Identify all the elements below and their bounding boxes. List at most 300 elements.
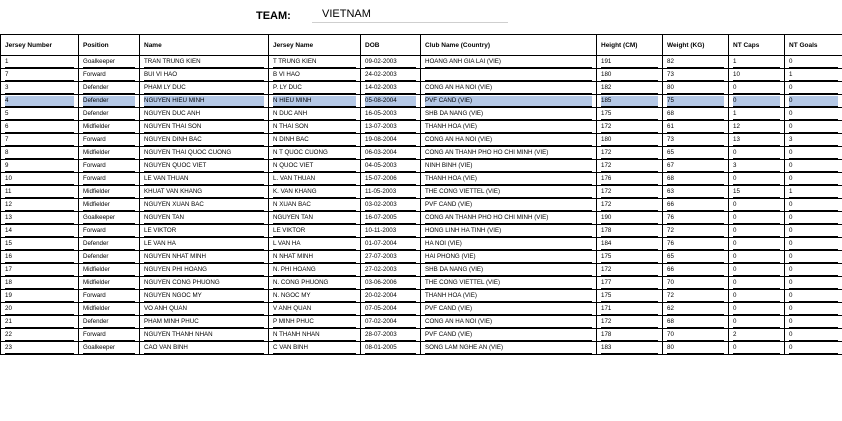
cell-jersey-number[interactable] — [1, 277, 79, 290]
cell-weight[interactable] — [663, 173, 729, 186]
cell-nt-caps[interactable] — [729, 147, 785, 160]
cell-club-name[interactable] — [421, 199, 597, 212]
cell-value: Forward — [83, 226, 135, 237]
cell-nt-goals[interactable] — [785, 121, 842, 134]
cell-club-name[interactable] — [421, 147, 597, 160]
cell-position[interactable] — [79, 69, 140, 82]
cell-jersey-name[interactable] — [269, 251, 361, 264]
cell-name[interactable] — [140, 238, 269, 251]
cell-club-name[interactable] — [421, 186, 597, 199]
cell-club-name[interactable] — [421, 277, 597, 290]
cell-value: 0 — [789, 148, 838, 159]
cell-nt-goals[interactable] — [785, 238, 842, 251]
cell-height[interactable] — [597, 199, 663, 212]
cell-weight[interactable] — [663, 303, 729, 316]
cell-value: Defender — [83, 317, 135, 328]
cell-jersey-name[interactable] — [269, 186, 361, 199]
cell-height[interactable] — [597, 69, 663, 82]
column-header-jersey-name[interactable]: Jersey Name — [269, 35, 361, 56]
cell-dob[interactable] — [361, 303, 421, 316]
cell-dob[interactable] — [361, 186, 421, 199]
cell-position[interactable] — [79, 160, 140, 173]
cell-value: THANH HOA (VIE) — [425, 174, 592, 185]
cell-club-name[interactable] — [421, 316, 597, 329]
cell-height[interactable] — [597, 121, 663, 134]
cell-name[interactable] — [140, 303, 269, 316]
cell-dob[interactable] — [361, 147, 421, 160]
cell-weight[interactable] — [663, 290, 729, 303]
cell-position[interactable] — [79, 108, 140, 121]
cell-jersey-number[interactable] — [1, 303, 79, 316]
cell-club-name[interactable] — [421, 303, 597, 316]
cell-value: 0 — [789, 304, 838, 315]
cell-jersey-number[interactable] — [1, 212, 79, 225]
cell-position[interactable] — [79, 199, 140, 212]
cell-value: 03-06-2006 — [365, 278, 416, 289]
cell-name[interactable] — [140, 82, 269, 95]
cell-weight[interactable] — [663, 108, 729, 121]
cell-height[interactable] — [597, 95, 663, 108]
table-row[interactable] — [1, 342, 842, 355]
cell-nt-goals[interactable] — [785, 95, 842, 108]
cell-jersey-number[interactable] — [1, 290, 79, 303]
cell-height[interactable] — [597, 160, 663, 173]
cell-weight[interactable] — [663, 82, 729, 95]
cell-nt-goals[interactable] — [785, 147, 842, 160]
cell-value: 180 — [601, 135, 658, 146]
cell-name[interactable] — [140, 69, 269, 82]
cell-jersey-name[interactable] — [269, 316, 361, 329]
cell-jersey-name[interactable] — [269, 134, 361, 147]
cell-club-name[interactable] — [421, 82, 597, 95]
cell-weight[interactable] — [663, 186, 729, 199]
cell-dob[interactable] — [361, 69, 421, 82]
cell-dob[interactable] — [361, 277, 421, 290]
cell-nt-caps[interactable] — [729, 121, 785, 134]
cell-weight[interactable] — [663, 277, 729, 290]
cell-jersey-number[interactable] — [1, 225, 79, 238]
cell-club-name[interactable] — [421, 251, 597, 264]
cell-value: NGUYEN XUAN BAC — [144, 200, 264, 211]
cell-nt-caps[interactable] — [729, 251, 785, 264]
cell-nt-caps[interactable] — [729, 225, 785, 238]
cell-nt-goals[interactable] — [785, 277, 842, 290]
cell-jersey-name[interactable] — [269, 108, 361, 121]
cell-weight[interactable] — [663, 212, 729, 225]
column-header-name[interactable]: Name — [140, 35, 269, 56]
cell-nt-goals[interactable] — [785, 225, 842, 238]
cell-position[interactable] — [79, 82, 140, 95]
cell-height[interactable] — [597, 316, 663, 329]
cell-dob[interactable] — [361, 121, 421, 134]
cell-jersey-name[interactable] — [269, 225, 361, 238]
table-row[interactable] — [1, 147, 842, 160]
cell-value: 22 — [5, 330, 74, 341]
column-header-nt-goals[interactable]: NT Goals — [785, 35, 842, 56]
cell-weight[interactable] — [663, 251, 729, 264]
cell-height[interactable] — [597, 277, 663, 290]
cell-height[interactable] — [597, 251, 663, 264]
cell-club-name[interactable] — [421, 264, 597, 277]
cell-value: 12 — [733, 122, 780, 133]
cell-nt-caps[interactable] — [729, 342, 785, 355]
cell-position[interactable] — [79, 212, 140, 225]
cell-jersey-number[interactable] — [1, 186, 79, 199]
cell-club-name[interactable] — [421, 56, 597, 69]
cell-nt-caps[interactable] — [729, 277, 785, 290]
cell-name[interactable] — [140, 134, 269, 147]
cell-jersey-number[interactable] — [1, 264, 79, 277]
cell-nt-goals[interactable] — [785, 186, 842, 199]
cell-position[interactable] — [79, 95, 140, 108]
cell-club-name[interactable] — [421, 121, 597, 134]
cell-value: 5 — [5, 109, 74, 120]
cell-name[interactable] — [140, 316, 269, 329]
cell-position[interactable] — [79, 251, 140, 264]
cell-position[interactable] — [79, 238, 140, 251]
table-row[interactable] — [1, 316, 842, 329]
cell-jersey-name[interactable] — [269, 290, 361, 303]
cell-value: K. VAN KHANG — [273, 187, 356, 198]
cell-name[interactable] — [140, 95, 269, 108]
cell-nt-caps[interactable] — [729, 56, 785, 69]
table-row[interactable] — [1, 303, 842, 316]
cell-name[interactable] — [140, 160, 269, 173]
cell-value: 0 — [733, 304, 780, 315]
cell-height[interactable] — [597, 238, 663, 251]
table-row[interactable] — [1, 251, 842, 264]
cell-weight[interactable] — [663, 69, 729, 82]
table-row[interactable] — [1, 199, 842, 212]
cell-name[interactable] — [140, 342, 269, 355]
cell-dob[interactable] — [361, 316, 421, 329]
cell-jersey-number[interactable] — [1, 342, 79, 355]
cell-height[interactable] — [597, 329, 663, 342]
cell-height[interactable] — [597, 56, 663, 69]
cell-jersey-number[interactable] — [1, 173, 79, 186]
cell-position[interactable] — [79, 121, 140, 134]
table-row[interactable] — [1, 56, 842, 69]
cell-jersey-number[interactable] — [1, 82, 79, 95]
cell-name[interactable] — [140, 264, 269, 277]
cell-dob[interactable] — [361, 238, 421, 251]
table-row[interactable] — [1, 173, 842, 186]
cell-jersey-name[interactable] — [269, 147, 361, 160]
cell-name[interactable] — [140, 251, 269, 264]
cell-weight[interactable] — [663, 199, 729, 212]
cell-value: 23 — [5, 343, 74, 354]
cell-name[interactable] — [140, 225, 269, 238]
cell-dob[interactable] — [361, 199, 421, 212]
cell-jersey-number[interactable] — [1, 199, 79, 212]
cell-height[interactable] — [597, 264, 663, 277]
cell-height[interactable] — [597, 82, 663, 95]
cell-nt-caps[interactable] — [729, 82, 785, 95]
cell-dob[interactable] — [361, 329, 421, 342]
cell-nt-goals[interactable] — [785, 56, 842, 69]
cell-value: C VAN BINH — [273, 343, 356, 354]
cell-weight[interactable] — [663, 134, 729, 147]
cell-dob[interactable] — [361, 290, 421, 303]
cell-name[interactable] — [140, 108, 269, 121]
cell-jersey-number[interactable] — [1, 121, 79, 134]
cell-nt-goals[interactable] — [785, 316, 842, 329]
cell-value: 0 — [789, 161, 838, 172]
cell-nt-caps[interactable] — [729, 199, 785, 212]
cell-jersey-name[interactable] — [269, 56, 361, 69]
column-header-position[interactable]: Position — [79, 35, 140, 56]
cell-nt-caps[interactable] — [729, 186, 785, 199]
cell-nt-goals[interactable] — [785, 199, 842, 212]
cell-nt-caps[interactable] — [729, 264, 785, 277]
cell-nt-goals[interactable] — [785, 82, 842, 95]
table-row[interactable] — [1, 238, 842, 251]
cell-name[interactable] — [140, 56, 269, 69]
cell-jersey-number[interactable] — [1, 56, 79, 69]
cell-position[interactable] — [79, 290, 140, 303]
cell-dob[interactable] — [361, 134, 421, 147]
cell-value: 0 — [789, 122, 838, 133]
table-row[interactable] — [1, 277, 842, 290]
cell-nt-caps[interactable] — [729, 173, 785, 186]
cell-nt-caps[interactable] — [729, 160, 785, 173]
cell-name[interactable] — [140, 147, 269, 160]
cell-nt-caps[interactable] — [729, 134, 785, 147]
cell-value: 04-05-2003 — [365, 161, 416, 172]
cell-dob[interactable] — [361, 95, 421, 108]
cell-position[interactable] — [79, 147, 140, 160]
table-row[interactable] — [1, 186, 842, 199]
cell-value: 0 — [733, 291, 780, 302]
cell-jersey-number[interactable] — [1, 329, 79, 342]
table-row[interactable] — [1, 290, 842, 303]
cell-nt-caps[interactable] — [729, 69, 785, 82]
cell-club-name[interactable] — [421, 173, 597, 186]
cell-dob[interactable] — [361, 225, 421, 238]
cell-value: PHAM MINH PHUC — [144, 317, 264, 328]
cell-club-name[interactable] — [421, 134, 597, 147]
cell-jersey-number[interactable] — [1, 95, 79, 108]
cell-weight[interactable] — [663, 329, 729, 342]
column-header-club-name[interactable]: Club Name (Country) — [421, 35, 597, 56]
cell-weight[interactable] — [663, 95, 729, 108]
cell-nt-goals[interactable] — [785, 251, 842, 264]
cell-club-name[interactable] — [421, 238, 597, 251]
cell-height[interactable] — [597, 212, 663, 225]
cell-jersey-name[interactable] — [269, 329, 361, 342]
column-header-dob[interactable]: DOB — [361, 35, 421, 56]
cell-weight[interactable] — [663, 147, 729, 160]
cell-jersey-number[interactable] — [1, 251, 79, 264]
table-row[interactable] — [1, 82, 842, 95]
cell-name[interactable] — [140, 186, 269, 199]
cell-position[interactable] — [79, 329, 140, 342]
cell-value: Defender — [83, 252, 135, 263]
cell-dob[interactable] — [361, 82, 421, 95]
table-row[interactable] — [1, 95, 842, 108]
cell-value: 11-05-2003 — [365, 187, 416, 198]
table-row[interactable] — [1, 121, 842, 134]
cell-name[interactable] — [140, 121, 269, 134]
cell-height[interactable] — [597, 342, 663, 355]
cell-club-name[interactable] — [421, 329, 597, 342]
cell-nt-goals[interactable] — [785, 329, 842, 342]
cell-nt-goals[interactable] — [785, 160, 842, 173]
cell-jersey-name[interactable] — [269, 199, 361, 212]
cell-name[interactable] — [140, 173, 269, 186]
table-row[interactable] — [1, 160, 842, 173]
cell-dob[interactable] — [361, 212, 421, 225]
cell-height[interactable] — [597, 108, 663, 121]
column-header-weight[interactable]: Weight (KG) — [663, 35, 729, 56]
cell-value: L. VAN THUAN — [273, 174, 356, 185]
table-row[interactable] — [1, 225, 842, 238]
cell-height[interactable] — [597, 186, 663, 199]
cell-value: 08-01-2005 — [365, 343, 416, 354]
cell-nt-caps[interactable] — [729, 329, 785, 342]
cell-weight[interactable] — [663, 56, 729, 69]
cell-jersey-name[interactable] — [269, 264, 361, 277]
column-header-jersey-number[interactable]: Jersey Number — [1, 35, 79, 56]
cell-position[interactable] — [79, 342, 140, 355]
cell-dob[interactable] — [361, 173, 421, 186]
cell-jersey-name[interactable] — [269, 303, 361, 316]
cell-position[interactable] — [79, 225, 140, 238]
team-name[interactable]: VIETNAM — [322, 8, 371, 20]
cell-jersey-number[interactable] — [1, 147, 79, 160]
cell-weight[interactable] — [663, 238, 729, 251]
cell-dob[interactable] — [361, 342, 421, 355]
cell-club-name[interactable] — [421, 160, 597, 173]
cell-dob[interactable] — [361, 264, 421, 277]
cell-club-name[interactable] — [421, 95, 597, 108]
cell-height[interactable] — [597, 173, 663, 186]
cell-weight[interactable] — [663, 264, 729, 277]
cell-value: 06-03-2004 — [365, 148, 416, 159]
cell-position[interactable] — [79, 277, 140, 290]
cell-nt-caps[interactable] — [729, 238, 785, 251]
cell-club-name[interactable] — [421, 69, 597, 82]
cell-nt-goals[interactable] — [785, 342, 842, 355]
cell-position[interactable] — [79, 186, 140, 199]
cell-club-name[interactable] — [421, 212, 597, 225]
cell-value: 190 — [601, 213, 658, 224]
cell-value: 172 — [601, 265, 658, 276]
cell-height[interactable] — [597, 147, 663, 160]
cell-nt-caps[interactable] — [729, 316, 785, 329]
cell-nt-caps[interactable] — [729, 95, 785, 108]
cell-value: 12 — [5, 200, 74, 211]
cell-nt-goals[interactable] — [785, 264, 842, 277]
cell-club-name[interactable] — [421, 342, 597, 355]
cell-jersey-number[interactable] — [1, 160, 79, 173]
cell-nt-goals[interactable] — [785, 173, 842, 186]
cell-jersey-name[interactable] — [269, 121, 361, 134]
cell-jersey-number[interactable] — [1, 238, 79, 251]
cell-name[interactable] — [140, 329, 269, 342]
cell-weight[interactable] — [663, 225, 729, 238]
cell-club-name[interactable] — [421, 225, 597, 238]
table-row[interactable] — [1, 134, 842, 147]
cell-jersey-name[interactable] — [269, 82, 361, 95]
cell-jersey-number[interactable] — [1, 134, 79, 147]
cell-nt-goals[interactable] — [785, 108, 842, 121]
cell-nt-caps[interactable] — [729, 212, 785, 225]
cell-jersey-name[interactable] — [269, 173, 361, 186]
table-row[interactable] — [1, 69, 842, 82]
table-row[interactable] — [1, 329, 842, 342]
cell-position[interactable] — [79, 134, 140, 147]
cell-name[interactable] — [140, 212, 269, 225]
cell-position[interactable] — [79, 303, 140, 316]
cell-jersey-name[interactable] — [269, 238, 361, 251]
cell-nt-goals[interactable] — [785, 212, 842, 225]
cell-name[interactable] — [140, 199, 269, 212]
cell-weight[interactable] — [663, 316, 729, 329]
cell-value: 82 — [667, 57, 724, 68]
cell-value: 19 — [5, 291, 74, 302]
cell-name[interactable] — [140, 277, 269, 290]
cell-nt-caps[interactable] — [729, 290, 785, 303]
cell-position[interactable] — [79, 316, 140, 329]
cell-nt-goals[interactable] — [785, 134, 842, 147]
cell-position[interactable] — [79, 264, 140, 277]
cell-height[interactable] — [597, 225, 663, 238]
cell-value: NGUYEN DUC ANH — [144, 109, 264, 120]
cell-jersey-name[interactable] — [269, 212, 361, 225]
cell-jersey-number[interactable] — [1, 316, 79, 329]
table-row[interactable] — [1, 108, 842, 121]
cell-jersey-number[interactable] — [1, 69, 79, 82]
cell-value: 65 — [667, 252, 724, 263]
cell-nt-caps[interactable] — [729, 303, 785, 316]
cell-jersey-name[interactable] — [269, 160, 361, 173]
column-header-nt-caps[interactable]: NT Caps — [729, 35, 785, 56]
cell-nt-goals[interactable] — [785, 290, 842, 303]
cell-dob[interactable] — [361, 56, 421, 69]
cell-name[interactable] — [140, 290, 269, 303]
column-header-height[interactable]: Height (CM) — [597, 35, 663, 56]
cell-jersey-name[interactable] — [269, 277, 361, 290]
cell-weight[interactable] — [663, 342, 729, 355]
cell-weight[interactable] — [663, 121, 729, 134]
cell-position[interactable] — [79, 173, 140, 186]
cell-nt-goals[interactable] — [785, 303, 842, 316]
cell-height[interactable] — [597, 134, 663, 147]
cell-value: 172 — [601, 148, 658, 159]
cell-jersey-number[interactable] — [1, 108, 79, 121]
cell-jersey-name[interactable] — [269, 342, 361, 355]
cell-dob[interactable] — [361, 108, 421, 121]
table-row[interactable] — [1, 264, 842, 277]
table-row[interactable] — [1, 212, 842, 225]
cell-jersey-name[interactable] — [269, 69, 361, 82]
cell-value: 0 — [733, 174, 780, 185]
cell-nt-caps[interactable] — [729, 108, 785, 121]
cell-position[interactable] — [79, 56, 140, 69]
cell-height[interactable] — [597, 303, 663, 316]
cell-dob[interactable] — [361, 160, 421, 173]
cell-height[interactable] — [597, 290, 663, 303]
cell-weight[interactable] — [663, 160, 729, 173]
cell-value: NGUYEN NHAT MINH — [144, 252, 264, 263]
cell-dob[interactable] — [361, 251, 421, 264]
cell-jersey-name[interactable] — [269, 95, 361, 108]
cell-club-name[interactable] — [421, 290, 597, 303]
cell-nt-goals[interactable] — [785, 69, 842, 82]
cell-value: 0 — [789, 226, 838, 237]
cell-club-name[interactable] — [421, 108, 597, 121]
